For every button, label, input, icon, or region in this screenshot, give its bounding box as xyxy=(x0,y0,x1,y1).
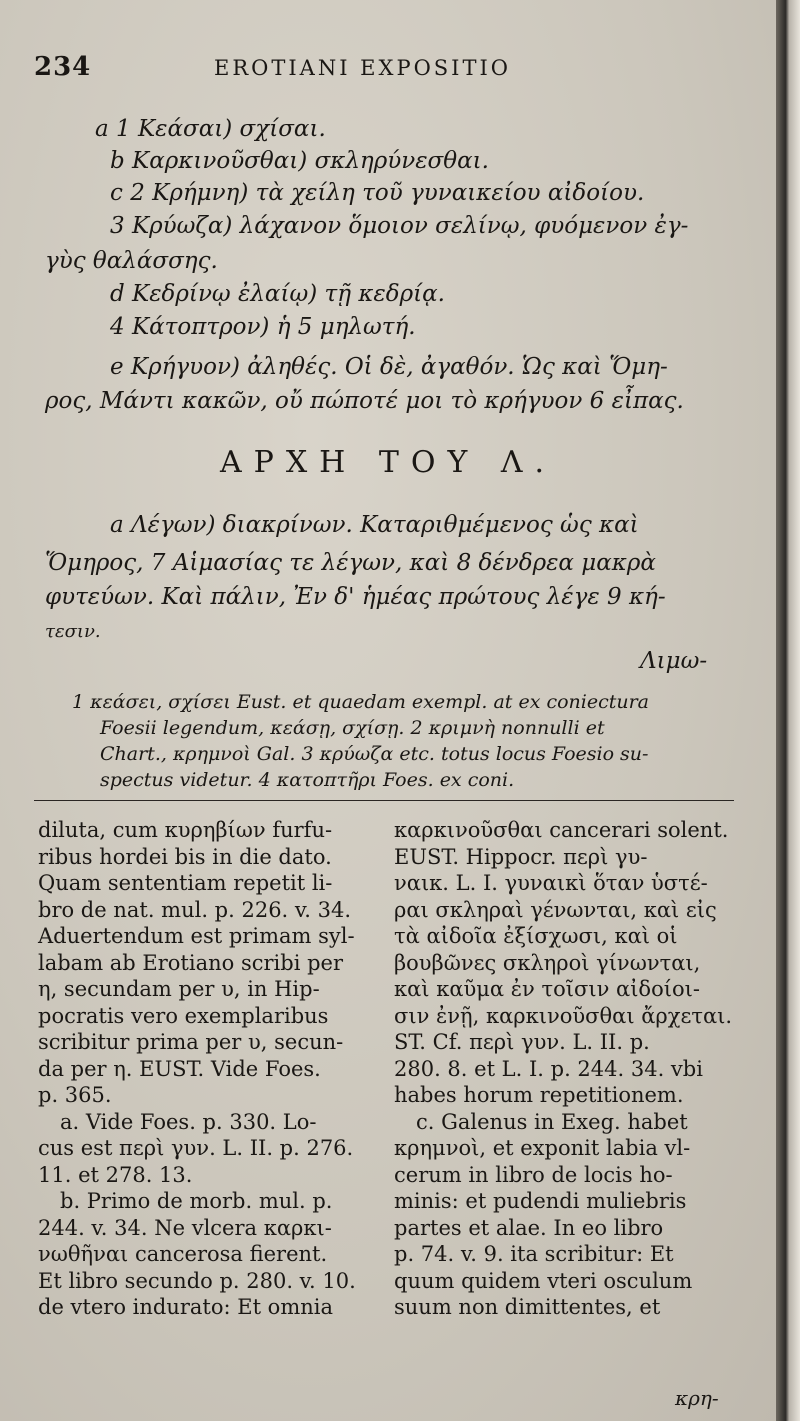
commentary-line: καὶ καῦμα ἐν τοῖσιν αἰδοίοι- xyxy=(394,977,700,1001)
gloss-entry: 4 Κάτοπτρον) ἡ 5 μηλωτή. xyxy=(110,314,416,340)
footnote-line: 1 κεάσει, σχίσει Eust. et quaedam exempl. at ex coniectura xyxy=(72,691,650,713)
gloss-entry: e Κρήγυον) ἀληθές. Οἱ δὲ, ἀγαθόν. Ὡς καὶ Ὅμη- xyxy=(110,354,668,380)
footnote-line: Foesii legendum, κεάσῃ, σχίσῃ. 2 κριμνὴ nonnulli et xyxy=(100,717,605,739)
footnote-line: Chart., κρημνοὶ Gal. 3 κρύωζα etc. totus locus Foesio su- xyxy=(100,743,649,765)
commentary-line: diluta, cum κυρηβίων furfu- xyxy=(38,818,333,842)
commentary-line: c. Galenus in Exeg. habet xyxy=(416,1109,688,1134)
footnote-line: spectus videtur. 4 κατοπτῆρι Foes. ex coni. xyxy=(100,769,515,791)
commentary-left-column xyxy=(38,817,383,1321)
commentary-line: p. 365. xyxy=(38,1083,112,1107)
commentary-line: Aduertendum est primam syl- xyxy=(38,924,355,948)
commentary-line: suum non dimittentes, et xyxy=(394,1295,661,1319)
header-spacer xyxy=(210,95,550,96)
commentary-line: p. 74. v. 9. ita scribitur: Et xyxy=(394,1242,674,1266)
commentary-line: ραι σκληραὶ γένωνται, καὶ εἰς xyxy=(394,897,717,922)
gloss-entry: a 1 Κεάσαι) σχίσαι. xyxy=(95,116,326,142)
commentary-line: pocratis vero exemplaribus xyxy=(38,1003,329,1028)
gloss-entry: ρος, Μάντι κακῶν, οὔ πώποτέ μοι τὸ κρήγυον 6 εἶπας. xyxy=(45,388,684,414)
commentary-line: Quam sententiam repetit li- xyxy=(38,871,333,895)
lambda-entry: τεσιν. xyxy=(45,621,101,642)
commentary-line: cus est περὶ γυν. L. II. p. 276. xyxy=(38,1136,354,1160)
commentary-line: Et libro secundo p. 280. v. 10. xyxy=(38,1268,356,1293)
gloss-entry: d Κεδρίνῳ ἐλαίῳ) τῇ κεδρίᾳ. xyxy=(110,281,445,307)
commentary-line: minis: et pudendi muliebris xyxy=(394,1189,687,1213)
lambda-entry: a Λέγων) διακρίνων. Καταριθμέμενος ὡς καὶ xyxy=(110,512,639,538)
commentary-line: 244. v. 34. Ne vlcera καρκι- xyxy=(38,1215,332,1240)
footnote-divider xyxy=(34,800,734,801)
commentary-line: a. Vide Foes. p. 330. Lo- xyxy=(60,1109,317,1134)
commentary-line: quum quidem vteri osculum xyxy=(394,1268,693,1293)
commentary-line: ribus hordei bis in die dato. xyxy=(38,844,332,869)
page-edge-shadow xyxy=(776,0,800,1421)
commentary-line: cerum in libro de locis ho- xyxy=(394,1162,673,1187)
commentary-line: bro de nat. mul. p. 226. v. 34. xyxy=(38,897,352,922)
gloss-entry: 3 Κρύωζα) λάχανον ὅμοιον σελίνῳ, φυόμενον ἐγ- xyxy=(110,213,689,239)
commentary-line: σιν ἐνῇ, καρκινοῦσθαι ἄρχεται. xyxy=(394,1003,733,1028)
gloss-entry: b Καρκινοῦσθαι) σκληρύνεσθαι. xyxy=(110,148,489,174)
gloss-entry: γὺς θαλάσσης. xyxy=(45,248,218,274)
commentary-line: scribitur prima per υ, secun- xyxy=(38,1030,344,1054)
commentary-line: κρημνοὶ, et exponit labia vl- xyxy=(394,1136,691,1160)
commentary-line: labam ab Erotiano scribi per xyxy=(38,950,343,975)
commentary-line: de vtero indurato: Et omnia xyxy=(38,1295,333,1319)
running-title: EROTIANI EXPOSITIO xyxy=(214,56,511,80)
commentary-line: νωθῆναι cancerosa fierent. xyxy=(38,1242,328,1266)
commentary-line: ST. Cf. περὶ γυν. L. II. p. xyxy=(394,1030,650,1054)
commentary-line: 11. et 278. 13. xyxy=(38,1162,193,1187)
catchword: κρη- xyxy=(675,1386,719,1410)
commentary-line: EUST. Hippocr. περὶ γυ- xyxy=(394,844,648,869)
commentary-line: b. Primo de morb. mul. p. xyxy=(60,1189,333,1213)
page-header xyxy=(34,52,734,92)
commentary-line: 280. 8. et L. I. p. 244. 34. vbi xyxy=(394,1056,703,1081)
page-number: 234 xyxy=(34,52,92,82)
lambda-entry: Ὅμηρος, 7 Αἱμασίας τε λέγων, καὶ 8 δένδρεα μακρὰ xyxy=(45,550,656,576)
section-heading: ΑΡΧΗ ΤΟΥ Λ. xyxy=(219,445,557,480)
commentary-line: τὰ αἰδοῖα ἐξίσχωσι, καὶ οἱ xyxy=(394,924,678,948)
catchword: Λιμω- xyxy=(640,648,708,674)
commentary-line: ναικ. L. I. γυναικὶ ὅταν ὑστέ- xyxy=(394,871,708,895)
commentary-line: da per η. EUST. Vide Foes. xyxy=(38,1056,321,1081)
gloss-entry: c 2 Κρήμνη) τὰ χείλη τοῦ γυναικείου αἰδοίου. xyxy=(110,180,645,206)
commentary-line: βουβῶνες σκληροὶ γίνωνται, xyxy=(394,950,701,975)
commentary-line: partes et alae. In eo libro xyxy=(394,1215,664,1240)
commentary-line: η, secundam per υ, in Hip- xyxy=(38,977,320,1001)
commentary-line: καρκινοῦσθαι cancerari solent. xyxy=(394,818,729,842)
commentary-line: habes horum repetitionem. xyxy=(394,1083,684,1107)
commentary-right-column xyxy=(394,817,739,1321)
lambda-entry: φυτεύων. Καὶ πάλιν, Ἐν δ' ἡμέας πρώτους λέγε 9 κή- xyxy=(45,584,666,610)
